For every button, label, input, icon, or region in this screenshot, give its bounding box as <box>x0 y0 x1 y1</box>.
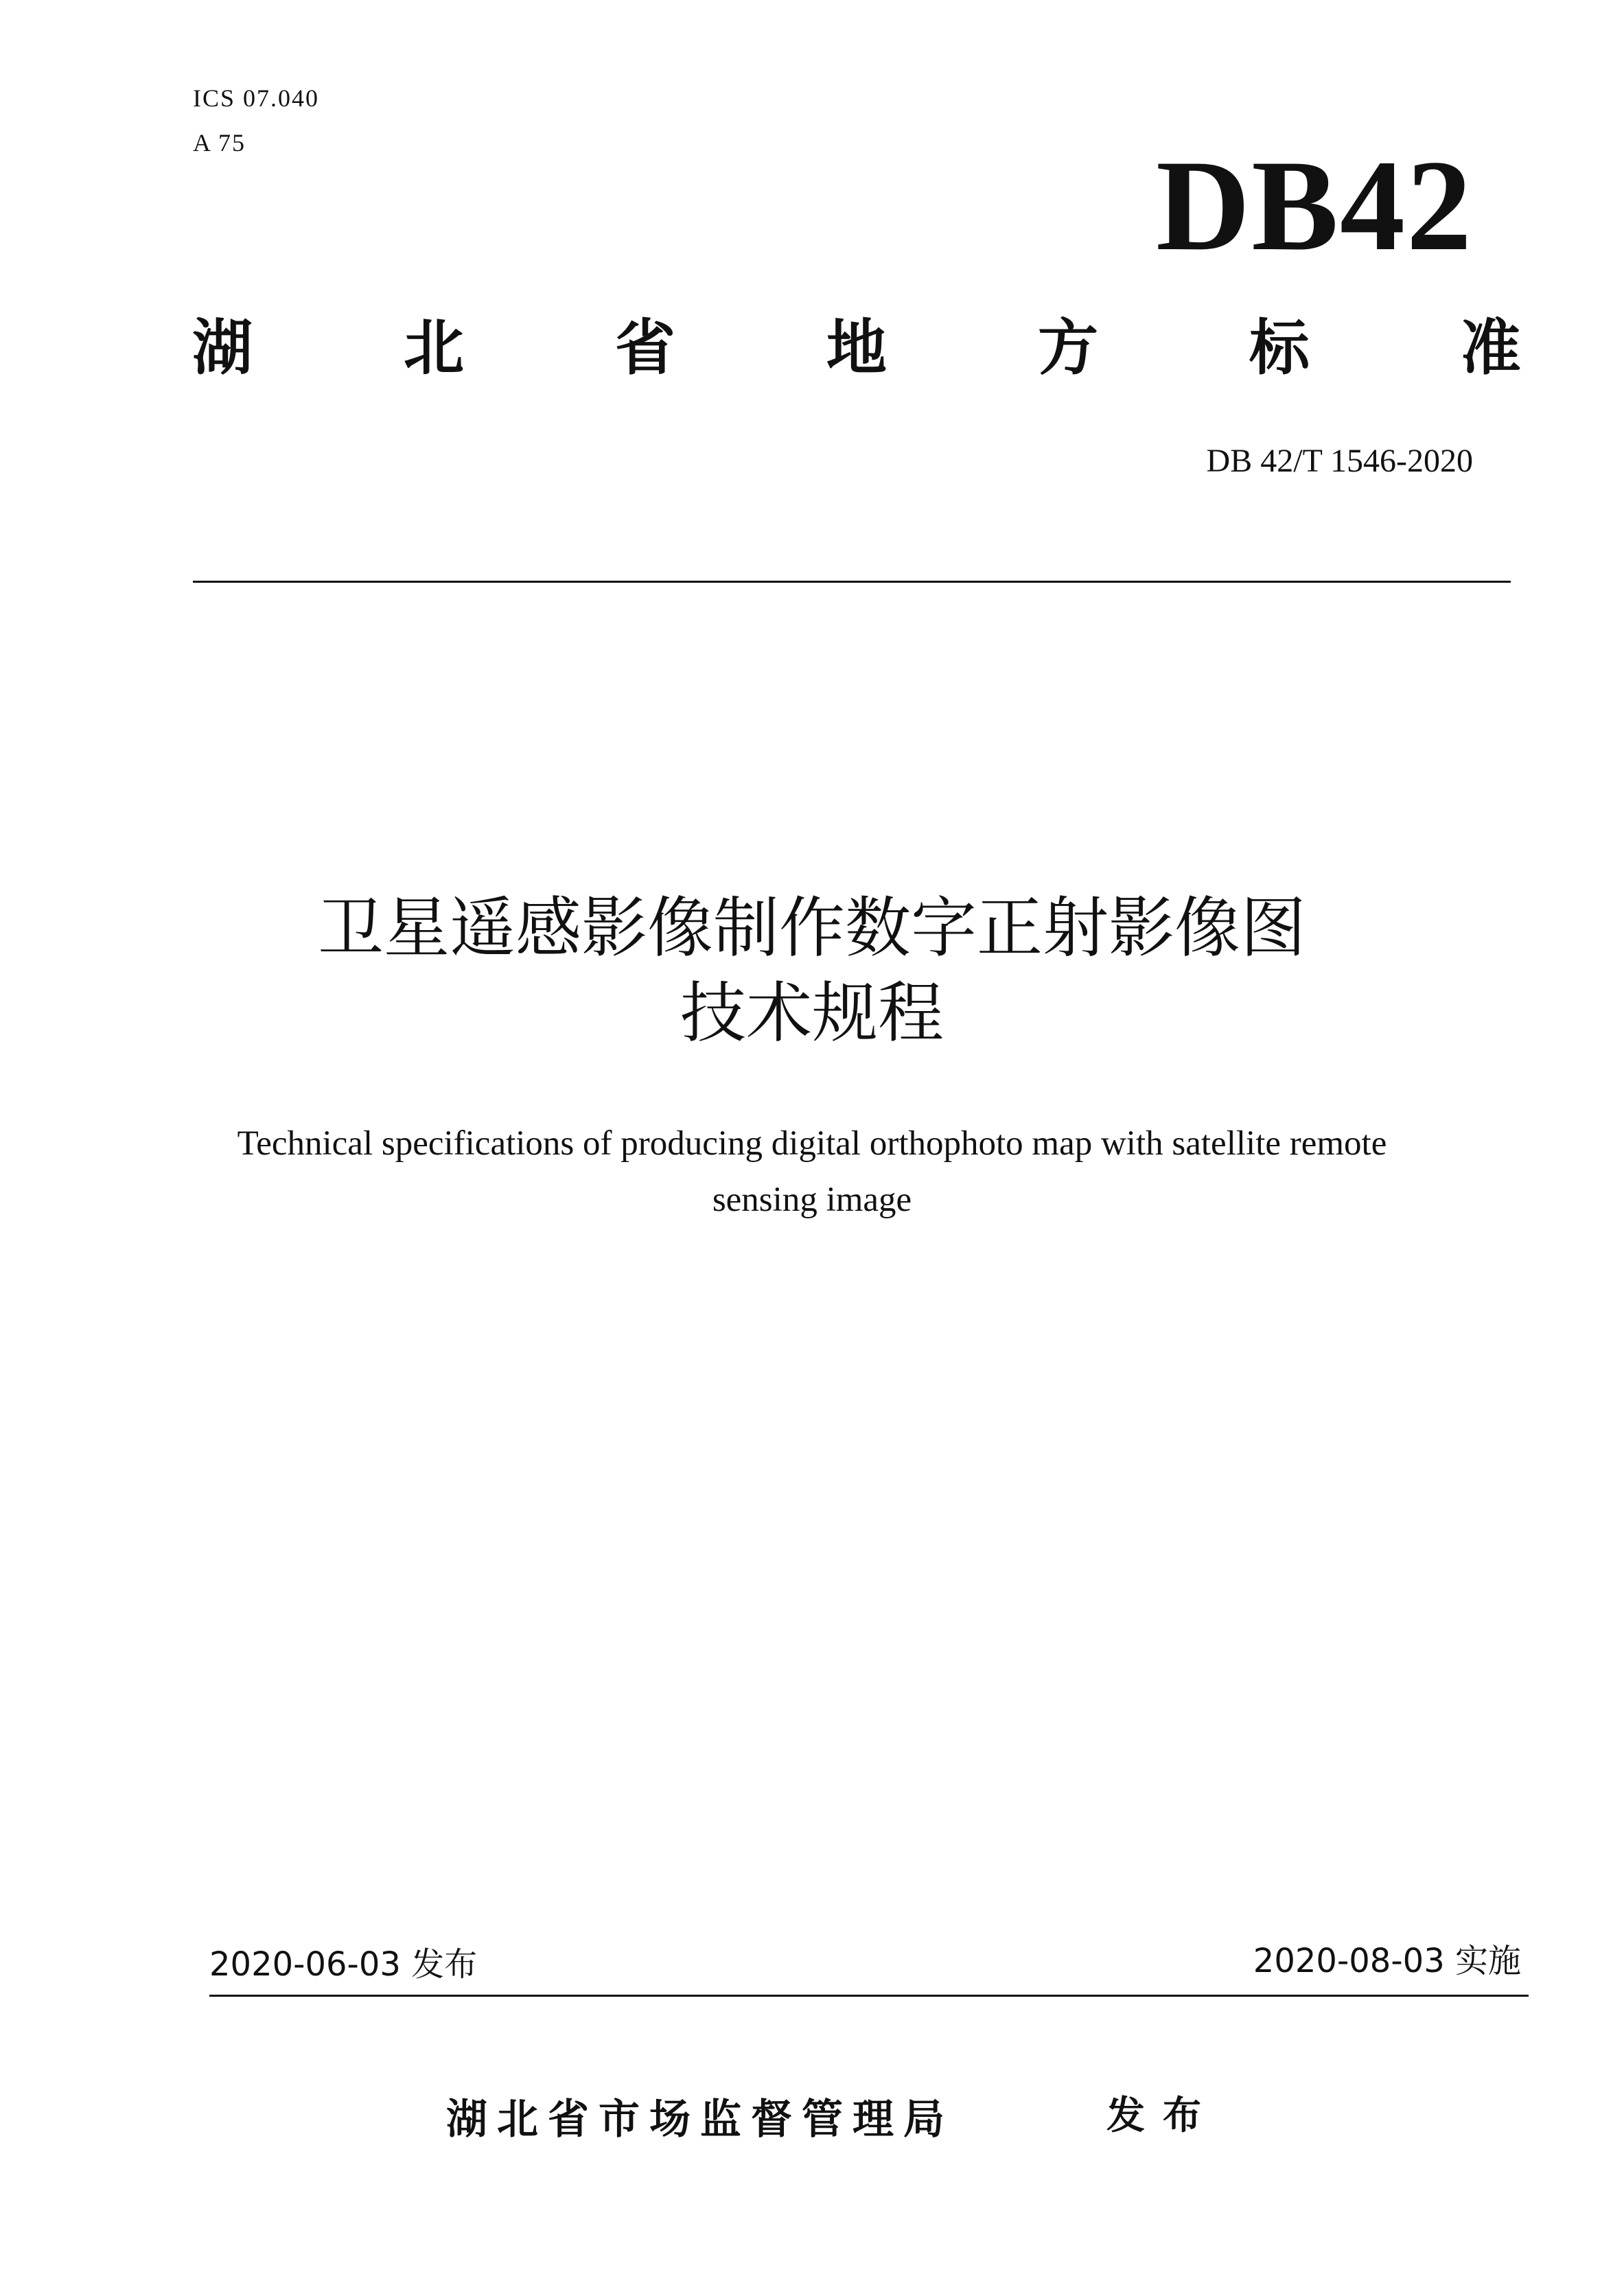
standard-type-char: 湖 <box>192 312 253 383</box>
standard-type-char: 省 <box>614 312 675 383</box>
issue-label: 发布 <box>1106 2094 1219 2138</box>
title-chinese <box>0 885 1624 1056</box>
publish-date: 2020-06-03 发布 <box>209 1945 478 1984</box>
title-chinese-line: 卫星遥感影像制作数字正射影像图 <box>318 890 1306 966</box>
standard-type-char: 地 <box>826 312 887 383</box>
title-chinese-line: 技术规程 <box>680 975 944 1052</box>
title-english-line: Technical specifications of producing digital orthophoto map with satellite remote <box>237 1124 1387 1163</box>
category-code: A 75 <box>193 129 246 156</box>
standard-number: DB 42/T 1546-2020 <box>1206 443 1473 479</box>
ics-code: ICS 07.040 <box>193 84 320 112</box>
standard-type <box>192 312 1521 383</box>
standard-type-char: 标 <box>1249 312 1310 383</box>
issuing-authority: 湖北省市场监督管理局 <box>446 2096 954 2144</box>
title-english <box>137 1115 1487 1228</box>
standard-code-mark: DB42 <box>1156 134 1473 278</box>
effective-date: 2020-08-03 实施 <box>1253 1942 1521 1980</box>
standard-type-char: 北 <box>403 312 464 383</box>
standard-type-char: 准 <box>1460 312 1521 383</box>
header-divider <box>193 581 1511 583</box>
title-english-line: sensing image <box>712 1181 912 1219</box>
footer-divider <box>209 1995 1529 1997</box>
standard-type-char: 方 <box>1037 312 1098 383</box>
